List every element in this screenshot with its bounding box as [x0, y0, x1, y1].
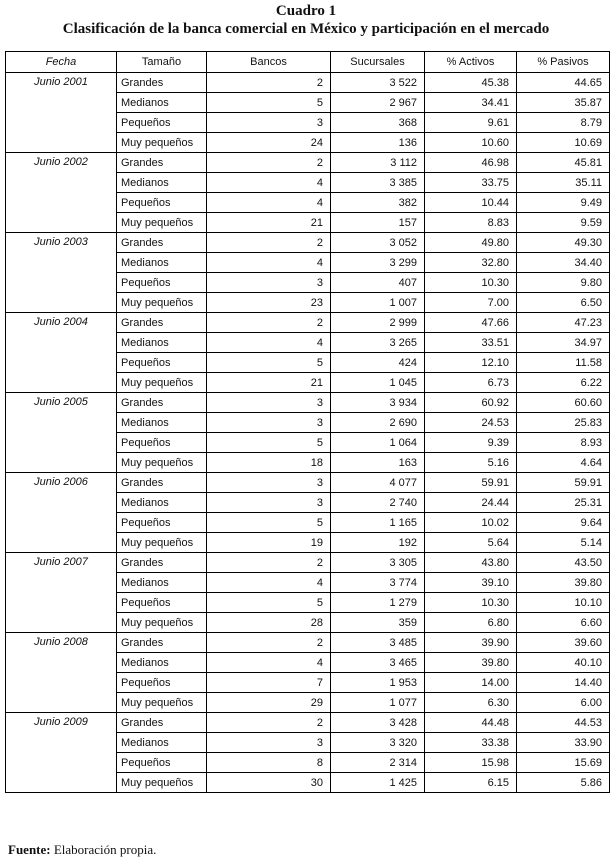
cell-activos: 5.16	[425, 453, 517, 473]
table-row	[6, 153, 610, 173]
cell-tamano: Grandes	[117, 233, 207, 253]
cell-pasivos: 15.69	[517, 753, 610, 773]
cell-tamano: Pequeños	[117, 753, 207, 773]
cell-pasivos: 11.58	[517, 353, 610, 373]
cell-activos: 15.98	[425, 753, 517, 773]
cell-sucursales: 3 485	[331, 633, 425, 653]
cell-pasivos: 25.83	[517, 413, 610, 433]
cell-tamano: Pequeños	[117, 353, 207, 373]
cell-sucursales: 1 007	[331, 293, 425, 313]
cell-sucursales: 2 690	[331, 413, 425, 433]
cell-tamano: Muy pequeños	[117, 373, 207, 393]
cell-pasivos: 9.49	[517, 193, 610, 213]
cell-bancos: 4	[207, 573, 331, 593]
cell-activos: 33.75	[425, 173, 517, 193]
cell-tamano: Pequeños	[117, 433, 207, 453]
table-row	[6, 313, 610, 333]
cell-bancos: 21	[207, 213, 331, 233]
cell-sucursales: 1 064	[331, 433, 425, 453]
cell-tamano: Medianos	[117, 333, 207, 353]
cell-fecha: Junio 2001	[6, 73, 117, 153]
cell-sucursales: 382	[331, 193, 425, 213]
cell-sucursales: 2 999	[331, 313, 425, 333]
table-row	[6, 713, 610, 733]
col-header-sucursales: Sucursales	[331, 52, 425, 73]
cell-tamano: Medianos	[117, 733, 207, 753]
col-header-fecha: Fecha	[6, 52, 117, 73]
cell-activos: 24.44	[425, 493, 517, 513]
cell-bancos: 4	[207, 193, 331, 213]
col-header-activos: % Activos	[425, 52, 517, 73]
cell-tamano: Muy pequeños	[117, 133, 207, 153]
table-row	[6, 633, 610, 653]
cell-sucursales: 2 740	[331, 493, 425, 513]
cell-tamano: Medianos	[117, 413, 207, 433]
cell-bancos: 5	[207, 593, 331, 613]
source-note	[8, 842, 156, 858]
cell-pasivos: 44.65	[517, 73, 610, 93]
cell-bancos: 30	[207, 773, 331, 793]
cell-bancos: 3	[207, 393, 331, 413]
cell-activos: 10.02	[425, 513, 517, 533]
cell-sucursales: 1 279	[331, 593, 425, 613]
cell-pasivos: 47.23	[517, 313, 610, 333]
cell-pasivos: 9.59	[517, 213, 610, 233]
cell-tamano: Medianos	[117, 573, 207, 593]
cell-bancos: 2	[207, 313, 331, 333]
cell-activos: 14.00	[425, 673, 517, 693]
cell-tamano: Muy pequeños	[117, 453, 207, 473]
cell-activos: 5.64	[425, 533, 517, 553]
cell-pasivos: 10.10	[517, 593, 610, 613]
cell-tamano: Grandes	[117, 713, 207, 733]
cell-tamano: Muy pequeños	[117, 693, 207, 713]
cell-pasivos: 39.80	[517, 573, 610, 593]
cell-sucursales: 3 522	[331, 73, 425, 93]
cell-activos: 59.91	[425, 473, 517, 493]
cell-bancos: 3	[207, 113, 331, 133]
cell-activos: 12.10	[425, 353, 517, 373]
cell-tamano: Medianos	[117, 653, 207, 673]
cell-activos: 32.80	[425, 253, 517, 273]
cell-fecha: Junio 2006	[6, 473, 117, 553]
cell-sucursales: 136	[331, 133, 425, 153]
cell-bancos: 29	[207, 693, 331, 713]
cell-sucursales: 192	[331, 533, 425, 553]
cell-sucursales: 3 774	[331, 573, 425, 593]
cell-sucursales: 2 314	[331, 753, 425, 773]
cell-pasivos: 8.93	[517, 433, 610, 453]
cell-bancos: 28	[207, 613, 331, 633]
cell-bancos: 4	[207, 653, 331, 673]
cell-pasivos: 34.97	[517, 333, 610, 353]
cell-pasivos: 14.40	[517, 673, 610, 693]
cell-activos: 9.39	[425, 433, 517, 453]
cell-activos: 10.30	[425, 273, 517, 293]
cell-activos: 39.90	[425, 633, 517, 653]
cell-pasivos: 5.14	[517, 533, 610, 553]
cell-tamano: Muy pequeños	[117, 773, 207, 793]
cell-sucursales: 1 953	[331, 673, 425, 693]
cell-activos: 10.60	[425, 133, 517, 153]
cell-pasivos: 6.60	[517, 613, 610, 633]
cell-fecha: Junio 2008	[6, 633, 117, 713]
cell-fecha: Junio 2004	[6, 313, 117, 393]
cell-bancos: 2	[207, 153, 331, 173]
cell-sucursales: 3 265	[331, 333, 425, 353]
cell-pasivos: 9.64	[517, 513, 610, 533]
cell-activos: 6.15	[425, 773, 517, 793]
cell-pasivos: 5.86	[517, 773, 610, 793]
cell-sucursales: 3 428	[331, 713, 425, 733]
cell-bancos: 2	[207, 233, 331, 253]
cell-bancos: 21	[207, 373, 331, 393]
cell-sucursales: 1 165	[331, 513, 425, 533]
cell-tamano: Medianos	[117, 253, 207, 273]
cell-tamano: Pequeños	[117, 513, 207, 533]
cell-activos: 60.92	[425, 393, 517, 413]
cell-bancos: 4	[207, 253, 331, 273]
cell-pasivos: 35.87	[517, 93, 610, 113]
cell-sucursales: 368	[331, 113, 425, 133]
cell-pasivos: 35.11	[517, 173, 610, 193]
table-title: Cuadro 1	[275, 3, 337, 19]
cell-activos: 45.38	[425, 73, 517, 93]
cell-activos: 39.10	[425, 573, 517, 593]
cell-tamano: Grandes	[117, 553, 207, 573]
cell-bancos: 3	[207, 733, 331, 753]
cell-tamano: Medianos	[117, 493, 207, 513]
cell-bancos: 8	[207, 753, 331, 773]
cell-pasivos: 59.91	[517, 473, 610, 493]
source-text: Elaboración propia.	[50, 842, 157, 857]
cell-sucursales: 3 052	[331, 233, 425, 253]
cell-bancos: 3	[207, 273, 331, 293]
cell-activos: 10.30	[425, 593, 517, 613]
source-label: Fuente:	[8, 842, 51, 857]
table-row	[6, 73, 610, 93]
cell-pasivos: 44.53	[517, 713, 610, 733]
cell-sucursales: 163	[331, 453, 425, 473]
cell-pasivos: 6.00	[517, 693, 610, 713]
cell-sucursales: 1 425	[331, 773, 425, 793]
cell-pasivos: 33.90	[517, 733, 610, 753]
table-subtitle: Clasificación de la banca comercial en México y participación en el mercado	[62, 21, 550, 37]
cell-sucursales: 359	[331, 613, 425, 633]
cell-tamano: Muy pequeños	[117, 613, 207, 633]
cell-pasivos: 10.69	[517, 133, 610, 153]
cell-activos: 7.00	[425, 293, 517, 313]
cell-pasivos: 43.50	[517, 553, 610, 573]
cell-activos: 6.80	[425, 613, 517, 633]
cell-fecha: Junio 2005	[6, 393, 117, 473]
cell-pasivos: 45.81	[517, 153, 610, 173]
cell-activos: 47.66	[425, 313, 517, 333]
cell-bancos: 5	[207, 513, 331, 533]
cell-sucursales: 3 465	[331, 653, 425, 673]
cell-tamano: Medianos	[117, 173, 207, 193]
cell-tamano: Grandes	[117, 633, 207, 653]
cell-pasivos: 4.64	[517, 453, 610, 473]
cell-bancos: 3	[207, 413, 331, 433]
table-row	[6, 473, 610, 493]
cell-tamano: Grandes	[117, 393, 207, 413]
cell-tamano: Muy pequeños	[117, 213, 207, 233]
cell-tamano: Pequeños	[117, 593, 207, 613]
table-row	[6, 233, 610, 253]
cell-sucursales: 3 305	[331, 553, 425, 573]
cell-bancos: 2	[207, 633, 331, 653]
table-row	[6, 553, 610, 573]
cell-activos: 6.30	[425, 693, 517, 713]
cell-fecha: Junio 2009	[6, 713, 117, 793]
header-row	[6, 52, 610, 73]
cell-activos: 33.38	[425, 733, 517, 753]
cell-activos: 10.44	[425, 193, 517, 213]
cell-pasivos: 9.80	[517, 273, 610, 293]
cell-tamano: Grandes	[117, 153, 207, 173]
cell-tamano: Grandes	[117, 73, 207, 93]
cell-activos: 9.61	[425, 113, 517, 133]
cell-bancos: 24	[207, 133, 331, 153]
cell-pasivos: 40.10	[517, 653, 610, 673]
cell-sucursales: 3 385	[331, 173, 425, 193]
cell-activos: 33.51	[425, 333, 517, 353]
cell-pasivos: 34.40	[517, 253, 610, 273]
cell-bancos: 5	[207, 93, 331, 113]
cell-tamano: Muy pequeños	[117, 293, 207, 313]
cell-activos: 24.53	[425, 413, 517, 433]
cell-sucursales: 4 077	[331, 473, 425, 493]
cell-bancos: 5	[207, 433, 331, 453]
table-row	[6, 393, 610, 413]
col-header-pasivos: % Pasivos	[517, 52, 610, 73]
cell-activos: 44.48	[425, 713, 517, 733]
cell-bancos: 4	[207, 173, 331, 193]
cell-tamano: Pequeños	[117, 673, 207, 693]
cell-bancos: 7	[207, 673, 331, 693]
cell-bancos: 3	[207, 473, 331, 493]
cell-sucursales: 3 112	[331, 153, 425, 173]
cell-tamano: Grandes	[117, 473, 207, 493]
cell-bancos: 3	[207, 493, 331, 513]
cell-sucursales: 1 045	[331, 373, 425, 393]
cell-bancos: 2	[207, 713, 331, 733]
cell-sucursales: 157	[331, 213, 425, 233]
cell-bancos: 2	[207, 73, 331, 93]
cell-activos: 46.98	[425, 153, 517, 173]
cell-tamano: Pequeños	[117, 273, 207, 293]
col-header-bancos: Bancos	[207, 52, 331, 73]
cell-tamano: Muy pequeños	[117, 533, 207, 553]
cell-pasivos: 6.50	[517, 293, 610, 313]
cell-activos: 39.80	[425, 653, 517, 673]
cell-bancos: 5	[207, 353, 331, 373]
cell-fecha: Junio 2007	[6, 553, 117, 633]
cell-bancos: 2	[207, 553, 331, 573]
cell-pasivos: 60.60	[517, 393, 610, 413]
cell-activos: 43.80	[425, 553, 517, 573]
cell-activos: 34.41	[425, 93, 517, 113]
bank-table	[5, 51, 610, 793]
cell-bancos: 4	[207, 333, 331, 353]
cell-tamano: Grandes	[117, 313, 207, 333]
cell-sucursales: 2 967	[331, 93, 425, 113]
cell-pasivos: 39.60	[517, 633, 610, 653]
cell-sucursales: 424	[331, 353, 425, 373]
cell-fecha: Junio 2002	[6, 153, 117, 233]
cell-activos: 8.83	[425, 213, 517, 233]
cell-activos: 49.80	[425, 233, 517, 253]
cell-bancos: 18	[207, 453, 331, 473]
cell-pasivos: 25.31	[517, 493, 610, 513]
cell-pasivos: 49.30	[517, 233, 610, 253]
cell-sucursales: 3 320	[331, 733, 425, 753]
cell-tamano: Medianos	[117, 93, 207, 113]
cell-tamano: Pequeños	[117, 193, 207, 213]
cell-pasivos: 8.79	[517, 113, 610, 133]
cell-sucursales: 407	[331, 273, 425, 293]
cell-bancos: 19	[207, 533, 331, 553]
cell-sucursales: 3 934	[331, 393, 425, 413]
cell-bancos: 23	[207, 293, 331, 313]
col-header-tamano: Tamaño	[117, 52, 207, 73]
cell-sucursales: 1 077	[331, 693, 425, 713]
cell-tamano: Pequeños	[117, 113, 207, 133]
cell-fecha: Junio 2003	[6, 233, 117, 313]
cell-activos: 6.73	[425, 373, 517, 393]
cell-sucursales: 3 299	[331, 253, 425, 273]
cell-pasivos: 6.22	[517, 373, 610, 393]
